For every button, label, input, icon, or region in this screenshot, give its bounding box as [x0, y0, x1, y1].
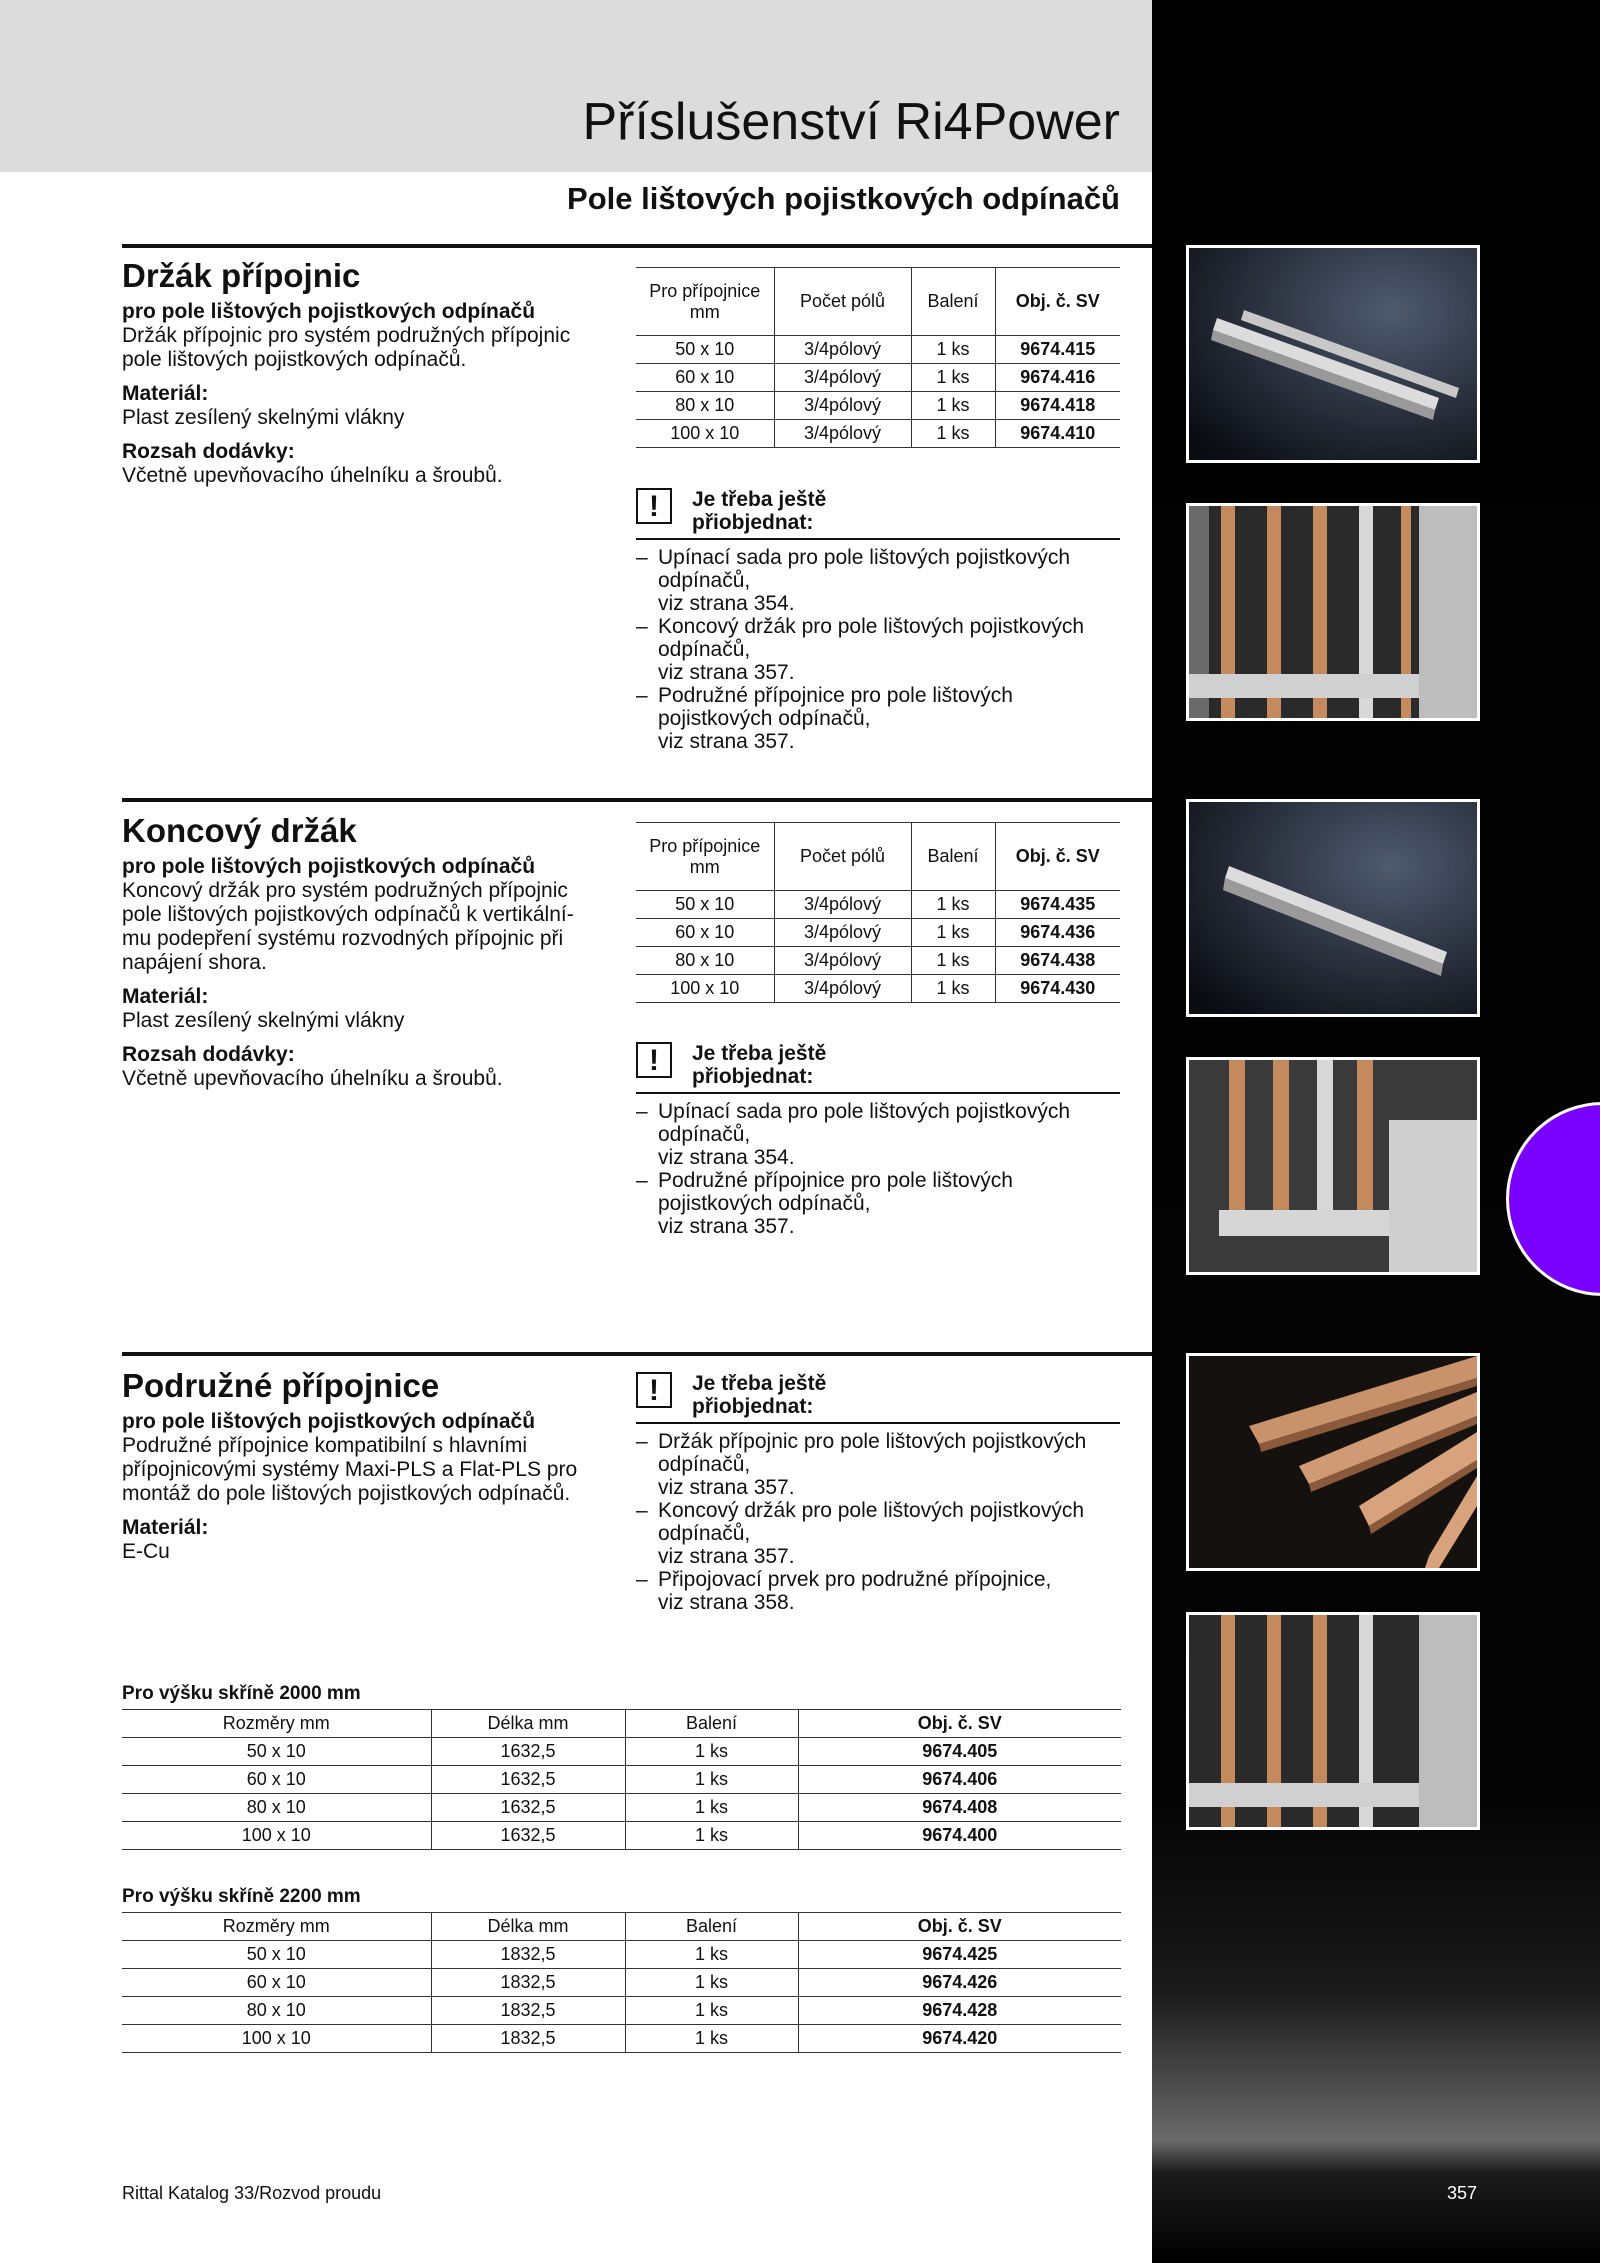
cell: 9674.416 [995, 364, 1120, 392]
material-label: Materiál: [122, 382, 209, 405]
cell: 80 x 10 [122, 1794, 431, 1822]
cell: 1 ks [625, 1822, 798, 1850]
page-ref: viz strana 357. [658, 661, 795, 684]
cell: 100 x 10 [122, 2025, 431, 2053]
cell: 1632,5 [431, 1766, 625, 1794]
page-subtitle: Pole lištových pojistkových odpínačů [567, 181, 1120, 216]
cell: 9674.415 [995, 336, 1120, 364]
cell: 3/4pólový [774, 975, 911, 1003]
note-heading: Je třeba ještě přiobjednat: [692, 1372, 827, 1418]
page-number: 357 [1447, 2183, 1478, 2203]
col-header: Obj. č. SV [995, 823, 1120, 891]
page-title: Příslušenství Ri4Power [582, 93, 1120, 151]
busbar-holder-photo [1186, 245, 1480, 463]
list-item [636, 1169, 1120, 1238]
col-header: Délka mm [431, 1710, 625, 1738]
cell: 1 ks [911, 891, 995, 919]
page-ref: viz strana 354. [658, 592, 795, 615]
product-table [636, 822, 1120, 1003]
scope-value: Včetně upevňovacího úhelníku a šroubů. [122, 464, 503, 487]
cell: 100 x 10 [636, 420, 774, 448]
cell: 9674.428 [798, 1997, 1121, 2025]
section-title: Koncový držák [122, 812, 357, 849]
table-row [122, 1969, 1121, 1997]
note-text: – Koncový držák pro pole lištových pojistkových odpínačů, [658, 1499, 1085, 1545]
cell: 1 ks [911, 364, 995, 392]
table-row [636, 420, 1120, 448]
table-row [636, 947, 1120, 975]
material-label: Materiál: [122, 985, 209, 1008]
cell: 80 x 10 [636, 392, 774, 420]
exclamation-icon: ! [636, 1372, 672, 1408]
material-value: Plast zesílený skelnými vlákny [122, 1009, 405, 1032]
section-title: Držák přípojnic [122, 257, 361, 294]
section-title: Podružné přípojnice [122, 1367, 440, 1404]
table-row [122, 1794, 1121, 1822]
cell: 1832,5 [431, 2025, 625, 2053]
sub-busbars-installed-photo [1186, 1612, 1480, 1830]
cell: 3/4pólový [774, 364, 911, 392]
table-row [122, 1766, 1121, 1794]
busbar-holder-installed-photo [1186, 503, 1480, 721]
section-lead: pro pole lištových pojistkových odpínačů [122, 300, 536, 323]
cell: 1632,5 [431, 1822, 625, 1850]
cell: 1 ks [625, 1997, 798, 2025]
cell: 1832,5 [431, 1941, 625, 1969]
cell: 50 x 10 [636, 891, 774, 919]
col-header: Rozměry mm [122, 1710, 431, 1738]
note-heading: Je třeba ještě přiobjednat: [692, 488, 827, 534]
table-row [636, 364, 1120, 392]
list-item [636, 1568, 1120, 1614]
busbar-table-2000 [122, 1709, 1121, 1850]
table-row [636, 392, 1120, 420]
cell: 1 ks [911, 919, 995, 947]
cell: 60 x 10 [636, 364, 774, 392]
end-holder-photo [1186, 799, 1480, 1017]
material-value: Plast zesílený skelnými vlákny [122, 406, 405, 429]
cell: 80 x 10 [636, 947, 774, 975]
cell: 1832,5 [431, 1969, 625, 1997]
exclamation-icon: ! [636, 488, 672, 524]
col-header: Obj. č. SV [995, 268, 1120, 336]
note-text: – Držák přípojnic pro pole lištových pojistkových odpínačů, [658, 1430, 1087, 1476]
section-desc: Držák přípojnic pro systém podružných přípojnic pole lištových pojistkových odpínačů. [122, 324, 571, 371]
list-item [636, 684, 1120, 753]
material-label: Materiál: [122, 1516, 209, 1539]
cell: 9674.406 [798, 1766, 1121, 1794]
section-rule [122, 244, 1152, 248]
cell: 1 ks [911, 336, 995, 364]
cell: 1 ks [911, 947, 995, 975]
cell: 1 ks [911, 392, 995, 420]
col-header: Balení [911, 823, 995, 891]
cell: 100 x 10 [636, 975, 774, 1003]
col-header: Počet pólů [774, 823, 911, 891]
section-lead: pro pole lištových pojistkových odpínačů [122, 1410, 536, 1433]
cell: 60 x 10 [636, 919, 774, 947]
col-header: Balení [911, 268, 995, 336]
cell: 9674.418 [995, 392, 1120, 420]
page-ref: viz strana 357. [658, 1215, 795, 1238]
cell: 9674.400 [798, 1822, 1121, 1850]
list-item [636, 1100, 1120, 1169]
col-header: Balení [625, 1710, 798, 1738]
cell: 1 ks [625, 1969, 798, 1997]
list-item [636, 1499, 1120, 1568]
cell: 9674.435 [995, 891, 1120, 919]
section-rule [122, 798, 1152, 802]
col-header: Pro přípojnice mm [636, 823, 774, 891]
cell: 1632,5 [431, 1794, 625, 1822]
section-podruzne [122, 1368, 592, 1574]
material-value: E-Cu [122, 1540, 170, 1563]
cell: 3/4pólový [774, 947, 911, 975]
list-item [636, 615, 1120, 684]
cell: 9674.426 [798, 1969, 1121, 1997]
busbar-table-2200 [122, 1912, 1121, 2053]
cell: 9674.438 [995, 947, 1120, 975]
scope-label: Rozsah dodávky: [122, 1043, 295, 1066]
page-ref: viz strana 357. [658, 1545, 795, 1568]
cell: 9674.405 [798, 1738, 1121, 1766]
cell: 9674.408 [798, 1794, 1121, 1822]
cell: 3/4pólový [774, 392, 911, 420]
cell: 50 x 10 [636, 336, 774, 364]
table-row [636, 891, 1120, 919]
product-table [636, 267, 1120, 448]
cell: 9674.430 [995, 975, 1120, 1003]
cell: 1 ks [625, 1941, 798, 1969]
table-row [122, 1738, 1121, 1766]
cell: 1 ks [911, 975, 995, 1003]
cell: 1832,5 [431, 1997, 625, 2025]
page-ref: viz strana 357. [658, 1476, 795, 1499]
cell: 1 ks [625, 2025, 798, 2053]
cell: 3/4pólový [774, 891, 911, 919]
table-row [122, 1822, 1121, 1850]
exclamation-icon: ! [636, 1042, 672, 1078]
cell: 1632,5 [431, 1738, 625, 1766]
order-note [636, 1042, 1120, 1238]
cell: 50 x 10 [122, 1941, 431, 1969]
col-header: Rozměry mm [122, 1913, 431, 1941]
cell: 60 x 10 [122, 1766, 431, 1794]
cell: 60 x 10 [122, 1969, 431, 1997]
col-header: Obj. č. SV [798, 1710, 1121, 1738]
table-row [122, 1997, 1121, 2025]
page-ref: viz strana 354. [658, 1146, 795, 1169]
section-desc: Koncový držák pro systém podružných přípojnic pole lištových pojistkových odpínačů k vertikální-mu podepření systému rozvodných přípojnic při napájení shora. [122, 879, 574, 974]
scope-label: Rozsah dodávky: [122, 440, 295, 463]
cell: 50 x 10 [122, 1738, 431, 1766]
section-rule [122, 1352, 1152, 1356]
order-note [636, 1372, 1120, 1614]
note-text: – Upínací sada pro pole lištových pojistkových odpínačů, [658, 1100, 1071, 1146]
table-caption: Pro výšku skříně 2200 mm [122, 1886, 361, 1907]
cell: 1 ks [625, 1794, 798, 1822]
cell: 9674.420 [798, 2025, 1121, 2053]
cell: 1 ks [911, 420, 995, 448]
sub-busbars-photo [1186, 1353, 1480, 1571]
cell: 3/4pólový [774, 420, 911, 448]
page-ref: viz strana 358. [658, 1591, 795, 1614]
cell: 3/4pólový [774, 336, 911, 364]
cell: 9674.436 [995, 919, 1120, 947]
scope-value: Včetně upevňovacího úhelníku a šroubů. [122, 1067, 503, 1090]
cell: 9674.425 [798, 1941, 1121, 1969]
page-ref: viz strana 357. [658, 730, 795, 753]
section-koncovy [122, 813, 592, 1101]
note-text: – Připojovací prvek pro podružné přípojnice, [658, 1568, 1052, 1591]
end-holder-installed-photo [1186, 1057, 1480, 1275]
note-text: – Koncový držák pro pole lištových pojistkových odpínačů, [658, 615, 1085, 661]
note-heading: Je třeba ještě přiobjednat: [692, 1042, 827, 1088]
section-desc: Podružné přípojnice kompatibilní s hlavními přípojnicovými systémy Maxi-PLS a Flat-PLS pro montáž do pole lištových pojistkových odpínačů. [122, 1434, 578, 1505]
col-header: Obj. č. SV [798, 1913, 1121, 1941]
cell: 9674.410 [995, 420, 1120, 448]
section-drzak [122, 258, 592, 498]
note-text: – Podružné přípojnice pro pole lištových pojistkových odpínačů, [658, 684, 1013, 730]
table-row [122, 1941, 1121, 1969]
cell: 1 ks [625, 1766, 798, 1794]
order-note [636, 488, 1120, 753]
footer-catalog: Rittal Katalog 33/Rozvod proudu [122, 2183, 382, 2203]
table-caption: Pro výšku skříně 2000 mm [122, 1683, 361, 1704]
cell: 3/4pólový [774, 919, 911, 947]
cell: 80 x 10 [122, 1997, 431, 2025]
cell: 100 x 10 [122, 1822, 431, 1850]
note-text: – Upínací sada pro pole lištových pojistkových odpínačů, [658, 546, 1071, 592]
col-header: Pro přípojnice mm [636, 268, 774, 336]
section-lead: pro pole lištových pojistkových odpínačů [122, 855, 536, 878]
col-header: Délka mm [431, 1913, 625, 1941]
col-header: Balení [625, 1913, 798, 1941]
note-text: – Podružné přípojnice pro pole lištových pojistkových odpínačů, [658, 1169, 1013, 1215]
table-row [636, 919, 1120, 947]
table-row [122, 2025, 1121, 2053]
col-header: Počet pólů [774, 268, 911, 336]
table-row [636, 975, 1120, 1003]
table-row [636, 336, 1120, 364]
list-item [636, 546, 1120, 615]
list-item [636, 1430, 1120, 1499]
cell: 1 ks [625, 1738, 798, 1766]
